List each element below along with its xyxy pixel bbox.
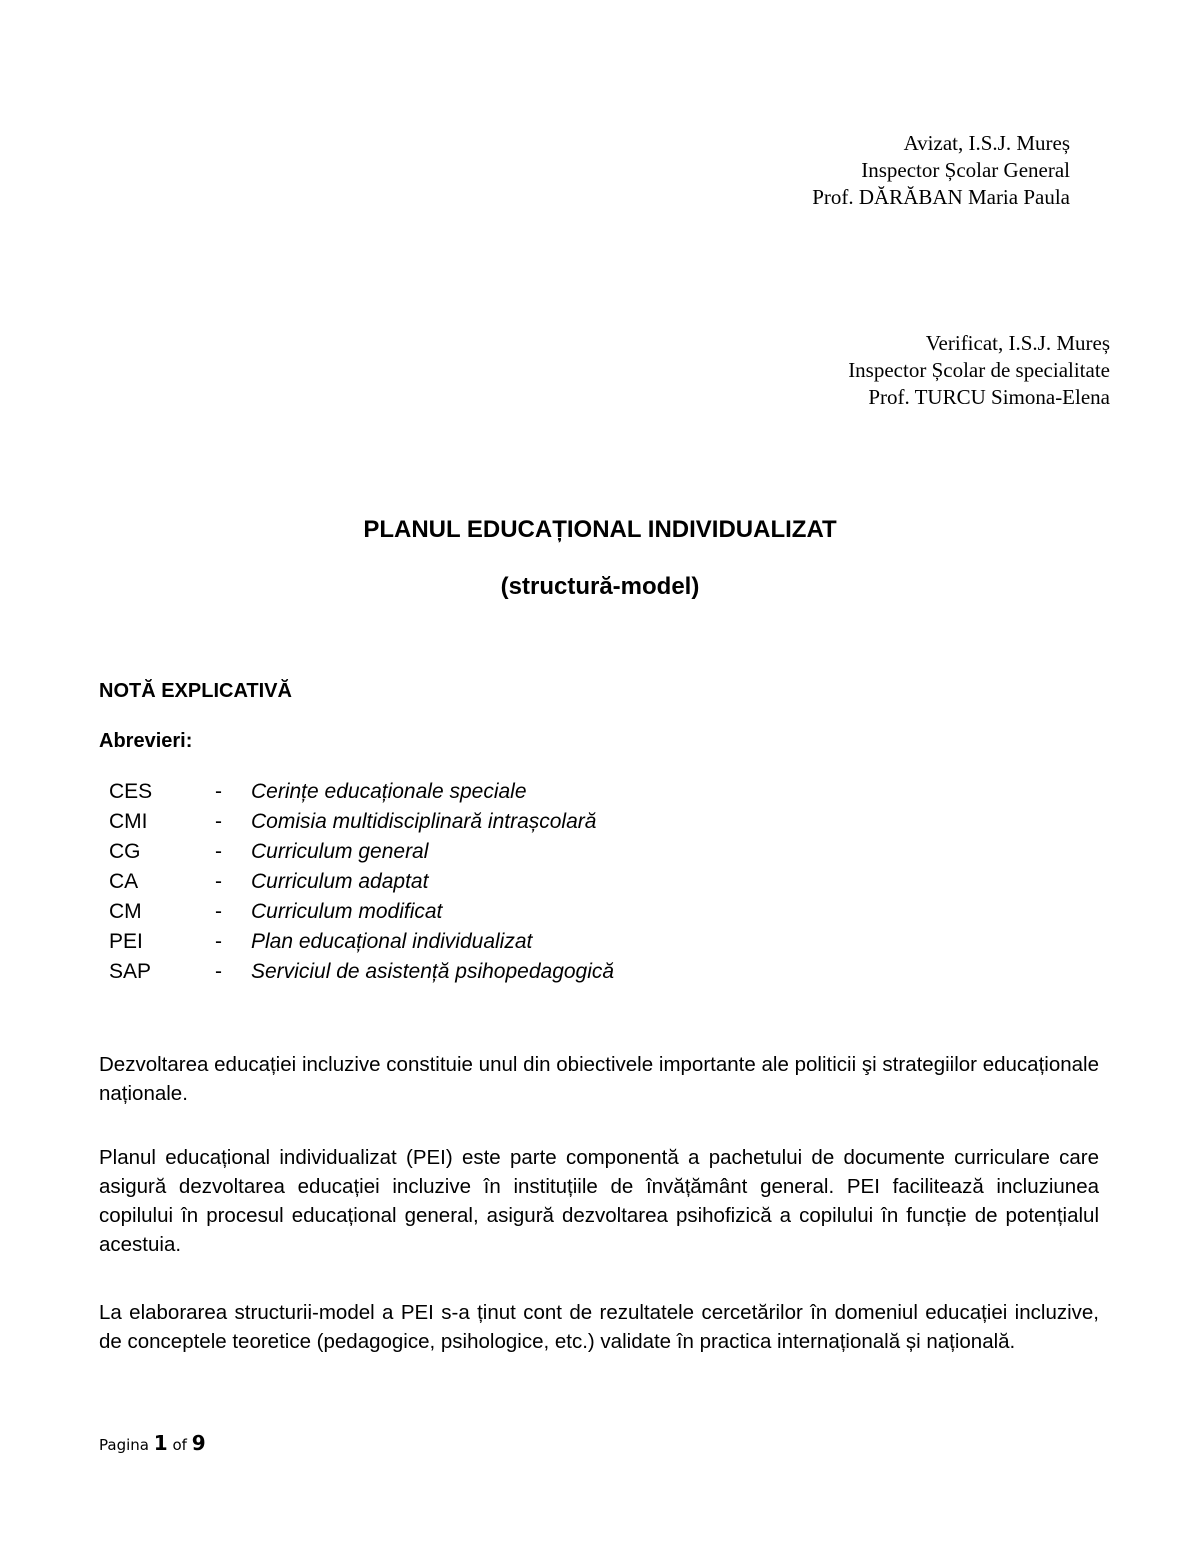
abbreviation-row [109,927,809,957]
abbreviation-code: CA [109,870,139,893]
abbreviations-label: Abrevieri: [99,730,193,752]
abbreviation-code: CES [109,780,153,803]
abbreviation-definition: Curriculum general [251,840,429,863]
abbreviation-dash: - [215,900,222,923]
page-of-label: of [172,1436,187,1454]
paragraph: La elaborarea structurii-model a PEI s-a ținut cont de rezultatele cercetărilor în domeniul educației incluzive, de conceptele teoretice (pedagogice, psihologice, etc.) validate în practica internațională și națională. [99,1301,1099,1353]
abbreviation-code: PEI [109,930,143,953]
approval-block-verificat [848,330,1110,411]
abbreviation-definition: Curriculum modificat [251,900,443,923]
abbreviation-code: CG [109,840,141,863]
paragraph: Dezvoltarea educației incluzive constituie unul din obiectivele importante ale politicii şi strategiilor educaționale naționale. [99,1053,1099,1105]
abbreviations-list [109,777,809,987]
verificat-line-1: Verificat, I.S.J. Mureș [925,331,1110,355]
page-number: 1 [153,1431,168,1455]
verificat-line-3: Prof. TURCU Simona-Elena [868,385,1110,409]
page-label: Pagina [99,1436,149,1454]
section-heading-nota: NOTĂ EXPLICATIVĂ [99,680,292,702]
document-title: PLANUL EDUCAȚIONAL INDIVIDUALIZAT [363,516,837,543]
abbreviation-dash: - [215,930,222,953]
verificat-line-2: Inspector Școlar de specialitate [848,358,1110,382]
avizat-line-2: Inspector Școlar General [861,158,1070,182]
abbreviation-row [109,777,809,807]
approval-block-avizat [812,130,1070,211]
abbreviation-definition: Curriculum adaptat [251,870,429,893]
abbreviation-definition: Cerințe educaționale speciale [251,780,527,803]
abbreviation-code: CM [109,900,142,923]
abbreviation-row [109,897,809,927]
abbreviation-row [109,867,809,897]
abbreviation-code: SAP [109,960,152,983]
abbreviation-dash: - [215,840,222,863]
abbreviation-row [109,957,809,987]
abbreviation-definition: Comisia multidisciplinară intrașcolară [251,810,597,833]
abbreviation-definition: Serviciul de asistență psihopedagogică [251,960,615,983]
avizat-line-3: Prof. DĂRĂBAN Maria Paula [812,185,1070,209]
abbreviation-row [109,807,809,837]
paragraph: Planul educațional individualizat (PEI) este parte componentă a pachetului de documente curriculare care asigură dezvoltarea educației incluzive în instituțiile de învățământ general. PEI facilitează incluziunea copilului în procesul educațional general, asigură dezvoltarea psihofizică a copilului în funcție de potențialul acestuia. [99,1146,1099,1256]
abbreviation-definition: Plan educațional individualizat [251,930,533,953]
abbreviation-row [109,837,809,867]
abbreviation-dash: - [215,960,222,983]
abbreviation-dash: - [215,780,222,803]
abbreviation-dash: - [215,870,222,893]
abbreviation-code: CMI [109,810,148,833]
page-total: 9 [191,1431,206,1455]
abbreviation-dash: - [215,810,222,833]
avizat-line-1: Avizat, I.S.J. Mureș [903,131,1070,155]
document-subtitle: (structură-model) [500,573,700,600]
page-footer [99,1430,206,1458]
